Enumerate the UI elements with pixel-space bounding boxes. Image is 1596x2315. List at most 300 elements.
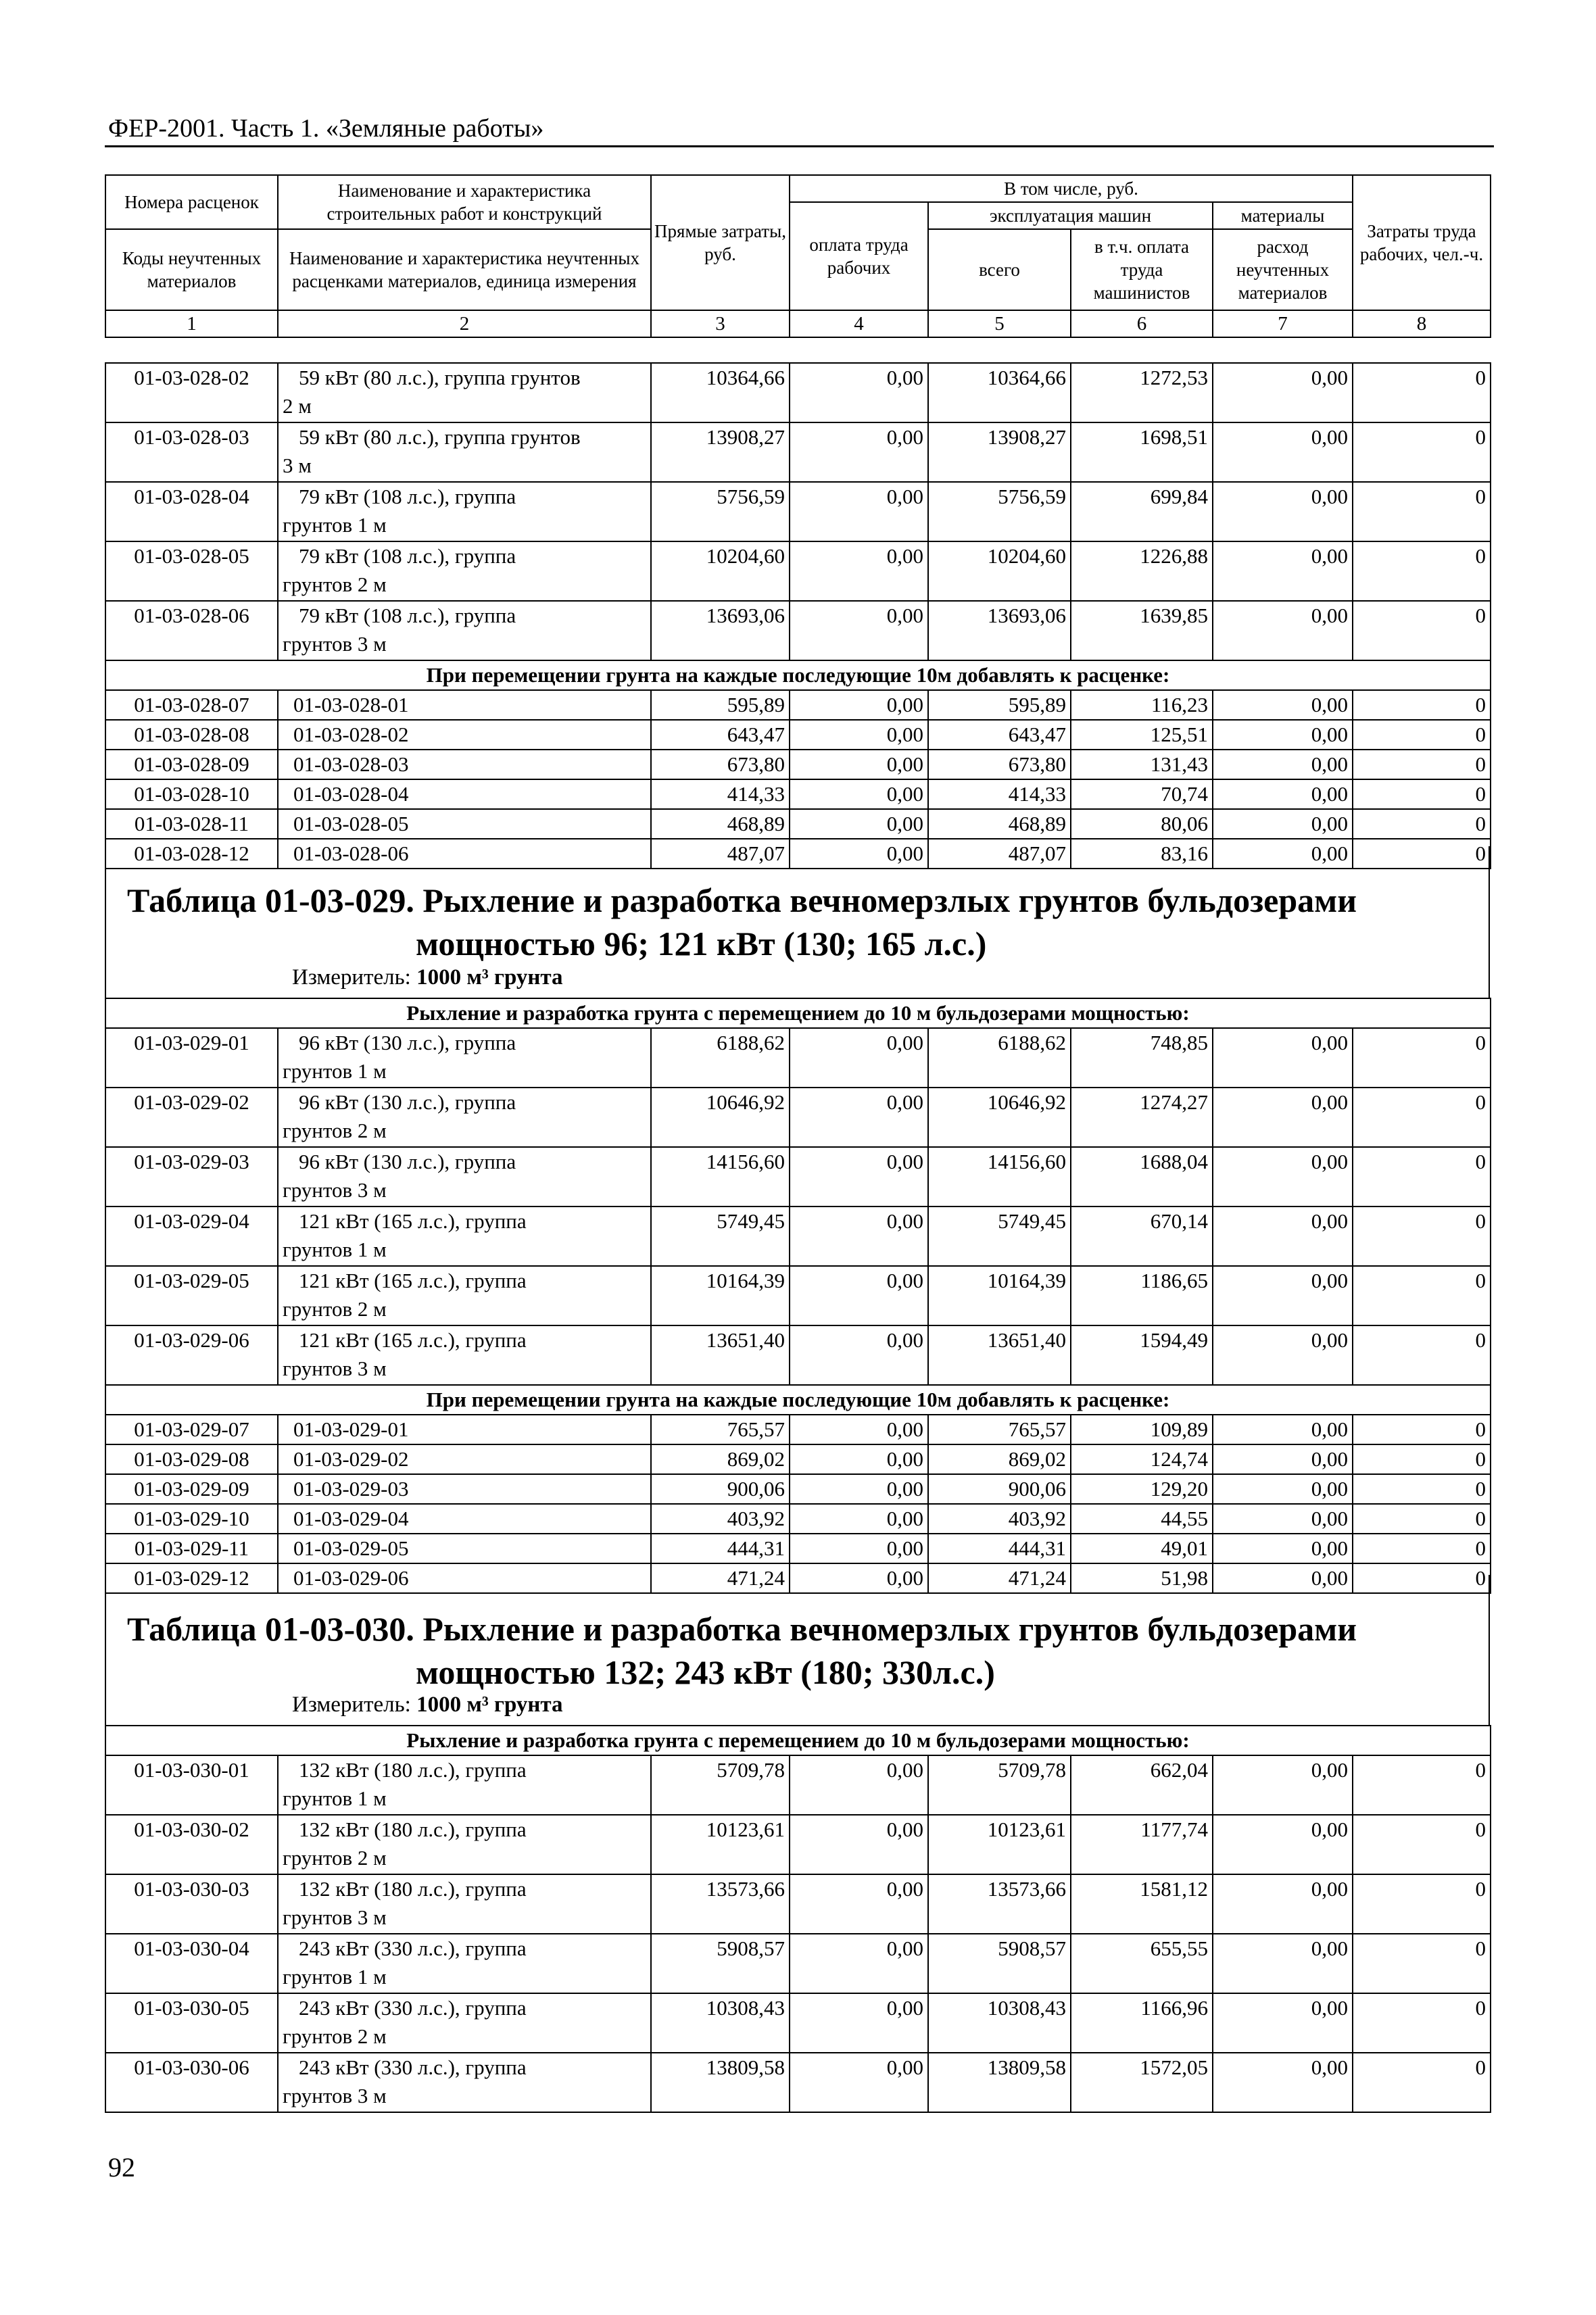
machines-total-value: 10364,66 [928, 363, 1071, 422]
work-description [278, 482, 651, 541]
rate-code: 01-03-028-03 [105, 422, 278, 482]
header-operator-wages: в т.ч. оплата труда машинистов [1071, 229, 1213, 310]
machines-total-value: 10646,92 [928, 1088, 1071, 1147]
rate-code: 01-03-029-12 [105, 1563, 278, 1593]
header-wages: оплата труда рабочих [790, 202, 928, 310]
description-line: грунтов 1 м [283, 1965, 387, 1989]
section-heading: Рыхление и разработка грунта с перемещением до 10 м бульдозерами мощностью: [105, 998, 1491, 1028]
direct-costs-value: 13693,06 [651, 601, 790, 660]
direct-costs-value: 403,92 [651, 1504, 790, 1534]
direct-costs-value: 10308,43 [651, 1993, 790, 2053]
table-row [105, 839, 1491, 869]
rate-code: 01-03-028-05 [105, 541, 278, 601]
materials-value: 0,00 [1213, 422, 1353, 482]
materials-value: 0,00 [1213, 1266, 1353, 1325]
labor-value: 0 [1353, 1266, 1491, 1325]
materials-value: 0,00 [1213, 363, 1353, 422]
labor-value: 0 [1353, 1755, 1491, 1815]
section-row [105, 660, 1491, 690]
table-row [105, 1325, 1491, 1385]
table-row [105, 1504, 1491, 1534]
machines-total-value: 900,06 [928, 1474, 1071, 1504]
table-row [105, 1415, 1491, 1444]
operator-wages-value: 662,04 [1071, 1755, 1213, 1815]
operator-wages-value: 1272,53 [1071, 363, 1213, 422]
wages-value: 0,00 [790, 1415, 928, 1444]
materials-value: 0,00 [1213, 1993, 1353, 2053]
operator-wages-value: 131,43 [1071, 750, 1213, 779]
labor-value: 0 [1353, 1088, 1491, 1147]
section-row [105, 1726, 1491, 1755]
operator-wages-value: 83,16 [1071, 839, 1213, 869]
wages-value: 0,00 [790, 779, 928, 809]
direct-costs-value: 765,57 [651, 1415, 790, 1444]
work-description [278, 1563, 651, 1593]
work-description [278, 1504, 651, 1534]
description-line: грунтов 2 м [283, 1119, 387, 1142]
table-030-measure [292, 1692, 563, 1717]
materials-value: 0,00 [1213, 1207, 1353, 1266]
description-line: 79 кВт (108 л.с.), группа [299, 544, 516, 568]
description-line: 59 кВт (80 л.с.), группа грунтов [299, 425, 581, 449]
wages-value: 0,00 [790, 1028, 928, 1088]
description-line: 2 м [283, 394, 312, 418]
operator-wages-value: 1594,49 [1071, 1325, 1213, 1385]
materials-value: 0,00 [1213, 1815, 1353, 1874]
operator-wages-value: 80,06 [1071, 809, 1213, 839]
description-line: 01-03-029-06 [293, 1566, 409, 1590]
description-line: 243 кВт (330 л.с.), группа [299, 1996, 527, 2020]
table-029-measure [292, 965, 563, 990]
description-line: 01-03-028-01 [293, 693, 409, 716]
labor-value: 0 [1353, 601, 1491, 660]
wages-value: 0,00 [790, 1147, 928, 1207]
direct-costs-value: 869,02 [651, 1444, 790, 1474]
table-row [105, 1874, 1491, 1934]
table-row [105, 1934, 1491, 1993]
work-description [278, 541, 651, 601]
machines-total-value: 403,92 [928, 1504, 1071, 1534]
description-line: 132 кВт (180 л.с.), группа [299, 1818, 527, 1841]
work-description [278, 1934, 651, 1993]
wages-value: 0,00 [790, 363, 928, 422]
work-description [278, 1088, 651, 1147]
machines-total-value: 595,89 [928, 690, 1071, 720]
labor-value: 0 [1353, 690, 1491, 720]
direct-costs-value: 444,31 [651, 1534, 790, 1563]
operator-wages-value: 1572,05 [1071, 2053, 1213, 2112]
labor-value: 0 [1353, 1415, 1491, 1444]
operator-wages-value: 1688,04 [1071, 1147, 1213, 1207]
machines-total-value: 5756,59 [928, 482, 1071, 541]
materials-value: 0,00 [1213, 750, 1353, 779]
operator-wages-value: 109,89 [1071, 1415, 1213, 1444]
materials-value: 0,00 [1213, 541, 1353, 601]
materials-value: 0,00 [1213, 839, 1353, 869]
frame-line-right [1489, 1575, 1490, 1725]
table-row [105, 1815, 1491, 1874]
operator-wages-value: 748,85 [1071, 1028, 1213, 1088]
wages-value: 0,00 [790, 1207, 928, 1266]
direct-costs-value: 10364,66 [651, 363, 790, 422]
table-028-continued [105, 362, 1491, 869]
description-line: 01-03-029-04 [293, 1507, 409, 1530]
description-line: грунтов 1 м [283, 513, 387, 537]
machines-total-value: 5908,57 [928, 1934, 1071, 1993]
machines-total-value: 13908,27 [928, 422, 1071, 482]
wages-value: 0,00 [790, 1563, 928, 1593]
table-row [105, 1474, 1491, 1504]
materials-value: 0,00 [1213, 1755, 1353, 1815]
table-row [105, 779, 1491, 809]
table-row [105, 2053, 1491, 2112]
machines-total-value: 869,02 [928, 1444, 1071, 1474]
wages-value: 0,00 [790, 809, 928, 839]
column-number: 5 [928, 310, 1071, 337]
section-heading: Рыхление и разработка грунта с перемещением до 10 м бульдозерами мощностью: [105, 1726, 1491, 1755]
machines-total-value: 471,24 [928, 1563, 1071, 1593]
description-line: грунтов 3 м [283, 1178, 387, 1202]
work-description [278, 750, 651, 779]
column-header-table [105, 174, 1491, 338]
rate-code: 01-03-030-05 [105, 1993, 278, 2053]
work-description [278, 1415, 651, 1444]
labor-value: 0 [1353, 1207, 1491, 1266]
work-description [278, 720, 651, 750]
labor-value: 0 [1353, 1815, 1491, 1874]
wages-value: 0,00 [790, 720, 928, 750]
description-line: 59 кВт (80 л.с.), группа грунтов [299, 366, 581, 389]
header-machine-operation: эксплуатация машин [928, 202, 1213, 229]
materials-value: 0,00 [1213, 601, 1353, 660]
description-line: 01-03-029-02 [293, 1447, 409, 1471]
table-row [105, 1563, 1491, 1593]
materials-value: 0,00 [1213, 1563, 1353, 1593]
materials-value: 0,00 [1213, 1874, 1353, 1934]
work-description [278, 363, 651, 422]
operator-wages-value: 699,84 [1071, 482, 1213, 541]
work-description [278, 1815, 651, 1874]
direct-costs-value: 471,24 [651, 1563, 790, 1593]
operator-wages-value: 51,98 [1071, 1563, 1213, 1593]
wages-value: 0,00 [790, 541, 928, 601]
rate-code: 01-03-028-02 [105, 363, 278, 422]
labor-value: 0 [1353, 750, 1491, 779]
work-description [278, 2053, 651, 2112]
description-line: 01-03-028-05 [293, 812, 409, 835]
direct-costs-value: 673,80 [651, 750, 790, 779]
rate-code: 01-03-029-04 [105, 1207, 278, 1266]
operator-wages-value: 49,01 [1071, 1534, 1213, 1563]
description-line: 01-03-028-04 [293, 782, 409, 806]
table-row [105, 690, 1491, 720]
rate-code: 01-03-029-01 [105, 1028, 278, 1088]
wages-value: 0,00 [790, 839, 928, 869]
machines-total-value: 13809,58 [928, 2053, 1071, 2112]
table-row [105, 1534, 1491, 1563]
frame-line-left [105, 846, 106, 998]
rate-code: 01-03-028-10 [105, 779, 278, 809]
description-line: 121 кВт (165 л.с.), группа [299, 1328, 527, 1352]
labor-value: 0 [1353, 482, 1491, 541]
operator-wages-value: 1639,85 [1071, 601, 1213, 660]
machines-total-value: 10164,39 [928, 1266, 1071, 1325]
labor-value: 0 [1353, 1444, 1491, 1474]
rate-code: 01-03-029-10 [105, 1504, 278, 1534]
work-description [278, 422, 651, 482]
description-line: грунтов 1 м [283, 1786, 387, 1810]
description-line: 243 кВт (330 л.с.), группа [299, 2055, 527, 2079]
operator-wages-value: 1177,74 [1071, 1815, 1213, 1874]
rate-code: 01-03-029-05 [105, 1266, 278, 1325]
description-line: 121 кВт (165 л.с.), группа [299, 1269, 527, 1292]
table-row [105, 1444, 1491, 1474]
operator-wages-value: 70,74 [1071, 779, 1213, 809]
description-line: 96 кВт (130 л.с.), группа [299, 1090, 516, 1114]
machines-total-value: 13693,06 [928, 601, 1071, 660]
rate-code: 01-03-029-09 [105, 1474, 278, 1504]
wages-value: 0,00 [790, 1266, 928, 1325]
materials-value: 0,00 [1213, 482, 1353, 541]
machines-total-value: 10308,43 [928, 1993, 1071, 2053]
rate-code: 01-03-030-03 [105, 1874, 278, 1934]
running-head-rule [105, 145, 1494, 147]
wages-value: 0,00 [790, 1993, 928, 2053]
table-030-title [127, 1607, 1357, 1694]
wages-value: 0,00 [790, 690, 928, 720]
direct-costs-value: 10123,61 [651, 1815, 790, 1874]
measure-label: Измеритель: [292, 965, 411, 990]
work-description [278, 779, 651, 809]
description-line: грунтов 3 м [283, 1905, 387, 1929]
work-description [278, 1147, 651, 1207]
wages-value: 0,00 [790, 422, 928, 482]
description-line: 01-03-028-03 [293, 752, 409, 776]
table-030-title-line1: Таблица 01-03-030. Рыхление и разработка вечномерзлых грунтов бульдозерами [127, 1610, 1357, 1648]
direct-costs-value: 13809,58 [651, 2053, 790, 2112]
description-line: 3 м [283, 454, 312, 477]
rate-code: 01-03-029-07 [105, 1415, 278, 1444]
operator-wages-value: 1698,51 [1071, 422, 1213, 482]
description-line: 01-03-028-02 [293, 723, 409, 746]
description-line: 01-03-028-06 [293, 842, 409, 865]
labor-value: 0 [1353, 839, 1491, 869]
column-number: 2 [278, 310, 651, 337]
table-row [105, 1028, 1491, 1088]
description-line: 01-03-029-01 [293, 1417, 409, 1441]
wages-value: 0,00 [790, 1444, 928, 1474]
description-line: грунтов 2 м [283, 1297, 387, 1321]
direct-costs-value: 10164,39 [651, 1266, 790, 1325]
direct-costs-value: 10204,60 [651, 541, 790, 601]
work-description [278, 809, 651, 839]
table-row [105, 541, 1491, 601]
labor-value: 0 [1353, 1028, 1491, 1088]
table-row [105, 1088, 1491, 1147]
operator-wages-value: 116,23 [1071, 690, 1213, 720]
machines-total-value: 765,57 [928, 1415, 1071, 1444]
materials-value: 0,00 [1213, 720, 1353, 750]
rate-code: 01-03-030-01 [105, 1755, 278, 1815]
work-description [278, 1266, 651, 1325]
work-description [278, 1028, 651, 1088]
materials-value: 0,00 [1213, 1325, 1353, 1385]
labor-value: 0 [1353, 422, 1491, 482]
table-030 [105, 1725, 1491, 2113]
work-description [278, 1874, 651, 1934]
description-line: 243 кВт (330 л.с.), группа [299, 1936, 527, 1960]
labor-value: 0 [1353, 2053, 1491, 2112]
column-number: 1 [105, 310, 278, 337]
direct-costs-value: 468,89 [651, 809, 790, 839]
direct-costs-value: 414,33 [651, 779, 790, 809]
table-row [105, 363, 1491, 422]
table-row [105, 809, 1491, 839]
description-line: грунтов 1 м [283, 1059, 387, 1083]
materials-value: 0,00 [1213, 1088, 1353, 1147]
running-head: ФЕР-2001. Часть 1. «Земляные работы» [108, 114, 544, 143]
header-material-codes: Коды неучтенных материалов [105, 229, 278, 310]
header-materials: материалы [1213, 202, 1353, 229]
rate-code: 01-03-029-11 [105, 1534, 278, 1563]
wages-value: 0,00 [790, 601, 928, 660]
description-line: грунтов 3 м [283, 1357, 387, 1380]
machines-total-value: 444,31 [928, 1534, 1071, 1563]
measure-value: 1000 м³ грунта [416, 1692, 563, 1717]
operator-wages-value: 655,55 [1071, 1934, 1213, 1993]
table-row [105, 601, 1491, 660]
direct-costs-value: 487,07 [651, 839, 790, 869]
description-line: грунтов 2 м [283, 2024, 387, 2048]
operator-wages-value: 1226,88 [1071, 541, 1213, 601]
wages-value: 0,00 [790, 1504, 928, 1534]
table-row [105, 1755, 1491, 1815]
operator-wages-value: 1274,27 [1071, 1088, 1213, 1147]
labor-value: 0 [1353, 541, 1491, 601]
direct-costs-value: 5709,78 [651, 1755, 790, 1815]
wages-value: 0,00 [790, 482, 928, 541]
header-labor-costs: Затраты труда рабочих, чел.-ч. [1353, 175, 1491, 310]
rate-code: 01-03-028-07 [105, 690, 278, 720]
table-row [105, 1207, 1491, 1266]
description-line: 96 кВт (130 л.с.), группа [299, 1150, 516, 1173]
labor-value: 0 [1353, 809, 1491, 839]
header-materials-expense: расход неучтенных материалов [1213, 229, 1353, 310]
work-description [278, 1207, 651, 1266]
operator-wages-value: 1166,96 [1071, 1993, 1213, 2053]
wages-value: 0,00 [790, 750, 928, 779]
column-number: 4 [790, 310, 928, 337]
wages-value: 0,00 [790, 1934, 928, 1993]
description-line: 96 кВт (130 л.с.), группа [299, 1031, 516, 1054]
rate-code: 01-03-030-04 [105, 1934, 278, 1993]
wages-value: 0,00 [790, 1874, 928, 1934]
section-row [105, 1385, 1491, 1415]
wages-value: 0,00 [790, 1755, 928, 1815]
rate-code: 01-03-029-06 [105, 1325, 278, 1385]
addition-subheading: При перемещении грунта на каждые последующие 10м добавлять к расценке: [105, 1385, 1491, 1415]
machines-total-value: 643,47 [928, 720, 1071, 750]
column-number: 8 [1353, 310, 1491, 337]
work-description [278, 1444, 651, 1474]
measure-label: Измеритель: [292, 1692, 411, 1717]
table-row [105, 482, 1491, 541]
rate-code: 01-03-029-08 [105, 1444, 278, 1474]
header-rate-numbers: Номера расценок [105, 175, 278, 229]
description-line: 01-03-029-05 [293, 1536, 409, 1560]
wages-value: 0,00 [790, 1815, 928, 1874]
direct-costs-value: 6188,62 [651, 1028, 790, 1088]
materials-value: 0,00 [1213, 1934, 1353, 1993]
labor-value: 0 [1353, 363, 1491, 422]
operator-wages-value: 124,74 [1071, 1444, 1213, 1474]
addition-subheading: При перемещении грунта на каждые последующие 10м добавлять к расценке: [105, 660, 1491, 690]
machines-total-value: 10204,60 [928, 541, 1071, 601]
table-row [105, 422, 1491, 482]
operator-wages-value: 1186,65 [1071, 1266, 1213, 1325]
table-029 [105, 998, 1491, 1594]
table-row [105, 1993, 1491, 2053]
direct-costs-value: 13651,40 [651, 1325, 790, 1385]
work-description [278, 690, 651, 720]
materials-value: 0,00 [1213, 1415, 1353, 1444]
description-line: грунтов 2 м [283, 1846, 387, 1870]
materials-value: 0,00 [1213, 1147, 1353, 1207]
materials-value: 0,00 [1213, 1474, 1353, 1504]
wages-value: 0,00 [790, 1534, 928, 1563]
direct-costs-value: 5749,45 [651, 1207, 790, 1266]
direct-costs-value: 14156,60 [651, 1147, 790, 1207]
header-direct-costs: Прямые затраты, руб. [651, 175, 790, 310]
column-number: 7 [1213, 310, 1353, 337]
labor-value: 0 [1353, 1563, 1491, 1593]
rate-code: 01-03-028-09 [105, 750, 278, 779]
wages-value: 0,00 [790, 2053, 928, 2112]
table-row [105, 720, 1491, 750]
machines-total-value: 10123,61 [928, 1815, 1071, 1874]
header-including: В том числе, руб. [790, 175, 1353, 202]
rate-code: 01-03-029-03 [105, 1147, 278, 1207]
table-029-title-line2: мощностью 96; 121 кВт (130; 165 л.с.) [416, 925, 987, 962]
table-029-title [127, 879, 1357, 965]
machines-total-value: 5749,45 [928, 1207, 1071, 1266]
header-work-name: Наименование и характеристика строительных работ и конструкций [278, 175, 651, 229]
wages-value: 0,00 [790, 1088, 928, 1147]
rate-code: 01-03-028-08 [105, 720, 278, 750]
machines-total-value: 13651,40 [928, 1325, 1071, 1385]
machines-total-value: 5709,78 [928, 1755, 1071, 1815]
labor-value: 0 [1353, 1993, 1491, 2053]
direct-costs-value: 900,06 [651, 1474, 790, 1504]
direct-costs-value: 5756,59 [651, 482, 790, 541]
section-row [105, 998, 1491, 1028]
frame-line-right [1489, 846, 1490, 998]
direct-costs-value: 643,47 [651, 720, 790, 750]
operator-wages-value: 670,14 [1071, 1207, 1213, 1266]
description-line: грунтов 3 м [283, 632, 387, 656]
operator-wages-value: 44,55 [1071, 1504, 1213, 1534]
machines-total-value: 487,07 [928, 839, 1071, 869]
materials-value: 0,00 [1213, 1534, 1353, 1563]
operator-wages-value: 129,20 [1071, 1474, 1213, 1504]
labor-value: 0 [1353, 1474, 1491, 1504]
description-line: грунтов 3 м [283, 2084, 387, 2107]
work-description [278, 1755, 651, 1815]
work-description [278, 1993, 651, 2053]
materials-value: 0,00 [1213, 2053, 1353, 2112]
materials-value: 0,00 [1213, 1028, 1353, 1088]
table-row [105, 1147, 1491, 1207]
